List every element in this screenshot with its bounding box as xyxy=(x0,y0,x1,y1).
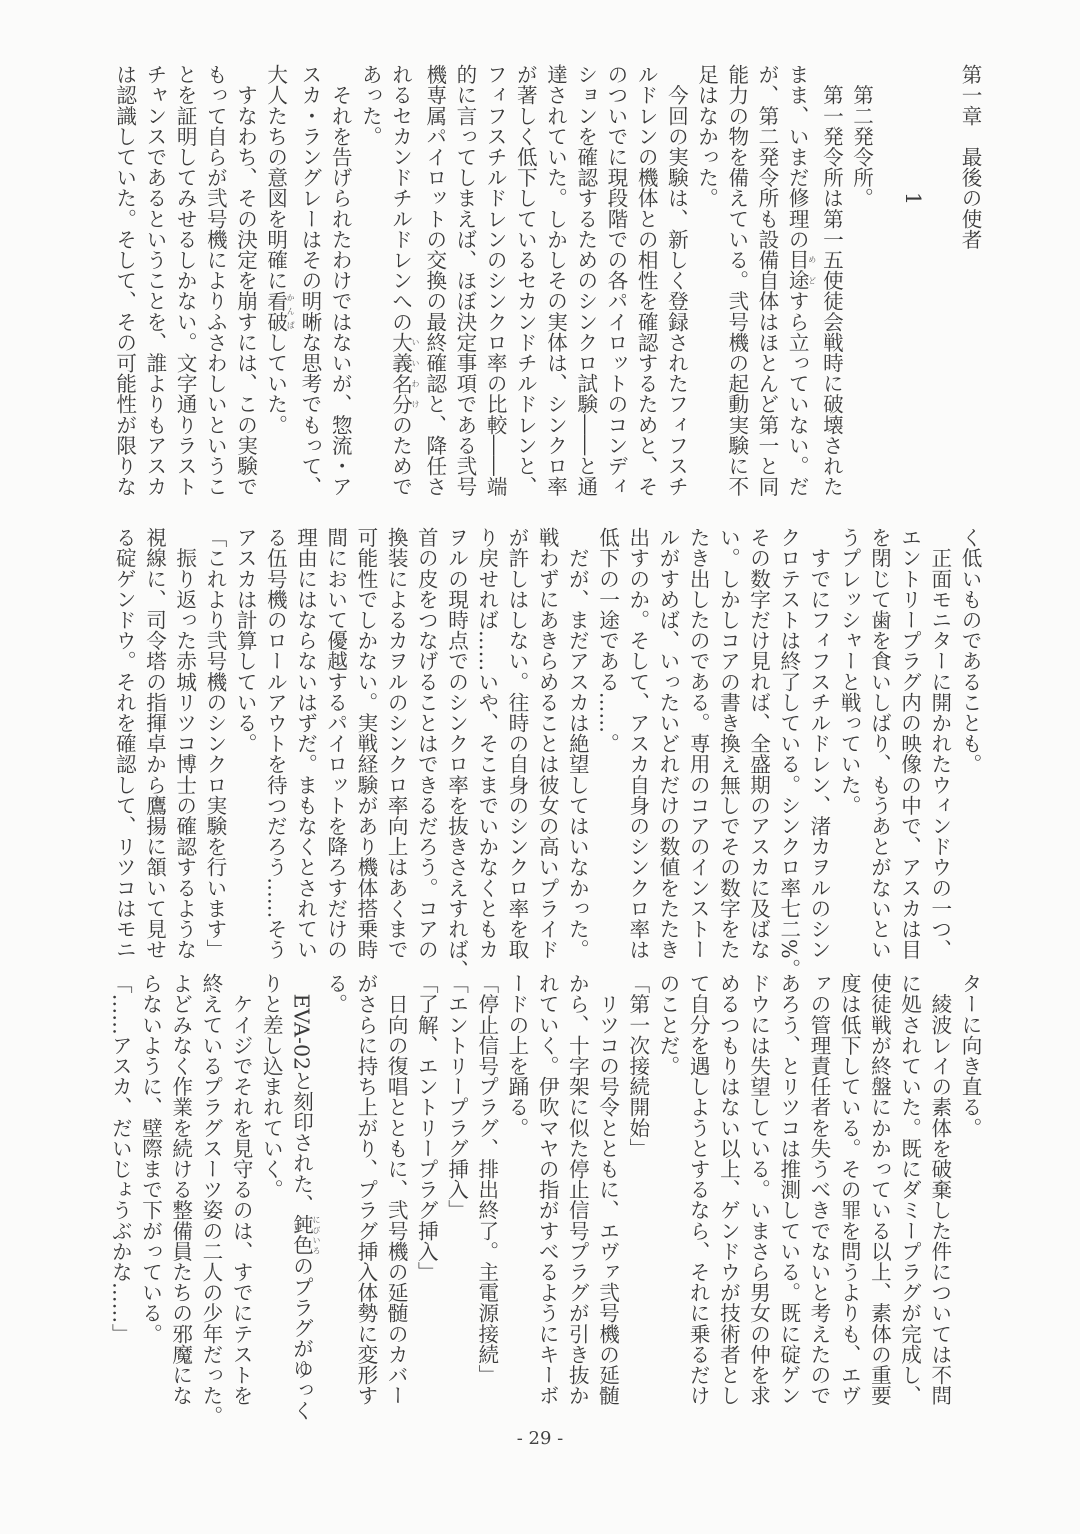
text-column: 「エントリープラグ挿入」 xyxy=(444,973,469,1221)
text-column: ードの上を踊る。 xyxy=(504,973,529,1138)
text-column: が、第二発令所も設備自体はほとんど第一と同 xyxy=(754,64,779,497)
page-number: - 29 - xyxy=(516,1428,564,1449)
text-column: 首の皮をつなげることはできるだろう。コアの xyxy=(414,527,439,960)
text-column: エントリープラグ内の映像の中で、アスカは目 xyxy=(897,527,922,960)
text-column: あった。 xyxy=(358,64,383,147)
text-column: のことだ。 xyxy=(655,973,680,1076)
text-column: れるセカンドチルドレンへの大義名分いいわけのためで xyxy=(388,64,421,497)
text-column: 今回の実験は、新しく登録されたフィフスチ xyxy=(664,64,689,497)
text-column: ルがすめば、いったいどれだけの数値をたたき xyxy=(655,527,680,960)
ruby-annotation: 看破かんぱ xyxy=(263,290,296,332)
text-column: る。 xyxy=(323,973,348,1015)
text-column: チャンスであるということを、誰よりもアスカ xyxy=(142,64,167,497)
text-column: ターに向き直る。 xyxy=(958,973,982,1138)
text-column: 換装によるカヲルのシンクロ率向上はあくまで xyxy=(384,527,409,960)
ruby-annotation: 目途めど xyxy=(785,249,817,291)
text-column: クロテストは終了している。シンクロ率七二%。 xyxy=(776,527,801,980)
text-column: 「停止信号プラグ、排出終了。主電源接続」 xyxy=(474,973,499,1385)
text-column: まま、いまだ修理の目途めどすら立っていない。だ xyxy=(785,64,817,497)
text-column: とを証明してみせるしかない。文字通りラスト xyxy=(173,64,198,497)
text-column: ションを確認するためのシンクロ試験――と通 xyxy=(573,64,598,497)
text-column: が著しく低下しているセカンドチルドレンと、 xyxy=(513,64,538,497)
text-column: がさらに持ち上がり、プラグ挿入体勢に変形す xyxy=(353,973,378,1406)
text-column: 大人たちの意図を明確に看破かんぱしていた。 xyxy=(263,64,296,435)
text-column: ヲルの現時点でのシンクロ率を抜きさえすれば、 xyxy=(444,527,469,981)
text-column: 「これより弐号機のシンクロ実験を行います」 xyxy=(202,527,227,960)
text-column: すなわち、その決定を崩すには、この実験で xyxy=(233,64,258,497)
text-column: 終えているプラグスーツ姿の二人の少年だった。 xyxy=(198,973,223,1427)
text-column: フィフスチルドレンのシンクロ率の比較――端 xyxy=(483,64,508,497)
text-column: 可能性でしかない。実戦経験があり機体搭乗時 xyxy=(353,527,378,960)
text-column: 低下の一途である……。 xyxy=(595,527,620,754)
text-column: から、十字架に似た停止信号プラグが引き抜か xyxy=(565,973,590,1406)
text-column: に処されていた。既にダミープラグが完成し、 xyxy=(897,973,922,1406)
text-column: それを告げられたわけではないが、惣流・ア xyxy=(328,64,353,497)
text-column: り戻せれば……いや、そこまでいかなくともカ xyxy=(474,527,499,960)
ruby-annotation: 鈍色にびいろ xyxy=(289,1214,322,1256)
text-column: 出すのか。そして、アスカ自身のシンクロ率は xyxy=(625,527,650,960)
text-column: れていく。伊吹マヤの指がすべるようにキーボ xyxy=(535,973,560,1406)
text-column: く低いものであることも。 xyxy=(958,527,982,775)
section-number: 1 xyxy=(900,192,925,206)
text-column: 振り返った赤城リツコ博士の確認するような xyxy=(172,527,197,960)
text-block-top xyxy=(110,64,985,497)
text-column: もって自らが弐号機によりふさわしいというこ xyxy=(203,64,228,497)
text-column: だが、まだアスカは絶望してはいなかった。 xyxy=(565,527,590,960)
text-column: うプレッシャーと戦っていた。 xyxy=(837,527,862,816)
text-column: 理由にはならないはずだ。まもなくとされてい xyxy=(293,527,318,960)
text-column: ァの管理責任者を失うべきでないと考えたので xyxy=(806,973,831,1406)
text-column: すでにフィフスチルドレン、渚カヲルのシン xyxy=(806,527,831,960)
ruby-annotation: 大義名分いいわけ xyxy=(388,331,421,415)
text-column: アスカは計算している。 xyxy=(233,527,258,754)
text-block-bottom xyxy=(105,973,985,1427)
text-column: 視線に、司令塔の指揮卓から鷹揚に頷いて見せ xyxy=(142,527,167,960)
text-column: よどみなく作業を続ける整備員たちの邪魔にな xyxy=(168,973,193,1406)
text-column: 第一発令所は第一五使徒会戦時に破壊された xyxy=(819,64,844,497)
text-column: 日向の復唱とともに、弐号機の延髄のカバー xyxy=(384,973,409,1406)
text-column: 度は低下している。その罪を問うよりも、エヴ xyxy=(837,973,862,1406)
text-column: めるつもりはない以上、ゲンドウが技術者とし xyxy=(716,973,741,1406)
text-column: その数字だけ見れば、全盛期のアスカに及ばな xyxy=(746,527,771,960)
chapter-title: 第一章 最後の使者 xyxy=(958,64,982,250)
text-column: 的に言ってしまえば、ほぼ決定事項である弐号 xyxy=(452,64,477,497)
text-column: ルドレンの機体との相性を確認するためと、そ xyxy=(634,64,659,497)
text-column: 達されていた。しかしその実体は、シンクロ率 xyxy=(543,64,568,497)
text-column: りと差し込まれていく。 xyxy=(259,973,284,1200)
text-column: る伍号機のロールアウトを待つだろう……そう xyxy=(263,527,288,960)
text-column: 間において優越するパイロットを降ろすだけの xyxy=(323,527,348,960)
text-column: リツコの号令とともに、エヴァ弐号機の延髄 xyxy=(595,973,620,1406)
text-column: 「了解、エントリープラグ挿入」 xyxy=(414,973,439,1282)
text-column: 「……アスカ、だいじょうぶかな……」 xyxy=(108,973,133,1344)
text-column: 足はなかった。 xyxy=(694,64,719,209)
text-column: い。しかしコアの書き換え無しでその数字をた xyxy=(716,527,741,960)
text-column: て自分を遇しようとするなら、それに乗るだけ xyxy=(686,973,711,1406)
text-column: たき出したのである。専用のコアのインストー xyxy=(686,527,711,960)
text-block-middle xyxy=(109,527,985,981)
text-column: あろう、とリツコは推測している。既に碇ゲン xyxy=(776,973,801,1406)
text-column: EVA-02と刻印された、鈍色にびいろのプラグがゆっく xyxy=(289,973,322,1421)
text-column: る碇ゲンドウ。それを確認して、リツコはモニ xyxy=(112,527,137,960)
text-column: を閉じて歯を食いしばり、もうあとがないとい xyxy=(867,527,892,960)
text-column: のついでに現段階での各パイロットのコンディ xyxy=(603,64,628,497)
text-column: 使徒戦が終盤にかかっている以上、素体の重要 xyxy=(867,973,892,1406)
text-column: 戦わずにあきらめることは彼女の高いプライド xyxy=(535,527,560,960)
text-column: 能力の物を備えている。弐号機の起動実験に不 xyxy=(724,64,749,497)
text-column: らないように、壁際まで下がっている。 xyxy=(138,973,163,1344)
text-column: 綾波レイの素体を破棄した件については不問 xyxy=(927,973,952,1406)
text-column: 第二発令所。 xyxy=(849,64,874,209)
text-column: は認識していた。そして、その可能性が限りな xyxy=(112,64,137,497)
text-column: が許しはしない。往時の自身のシンクロ率を取 xyxy=(504,527,529,960)
text-column: 正面モニターに開かれたウィンドウの一つ、 xyxy=(927,527,952,960)
text-column: 機専属パイロットの交換の最終確認と、降任さ xyxy=(422,64,447,497)
text-column: ドウには失望している。いまさら男女の仲を求 xyxy=(746,973,771,1406)
text-column: スカ・ラングレーはその明晰な思考でもって、 xyxy=(297,64,322,497)
text-column: ケイジでそれを見守るのは、すでにテストを xyxy=(229,973,254,1406)
text-column: 「第一次接続開始」 xyxy=(625,973,650,1159)
